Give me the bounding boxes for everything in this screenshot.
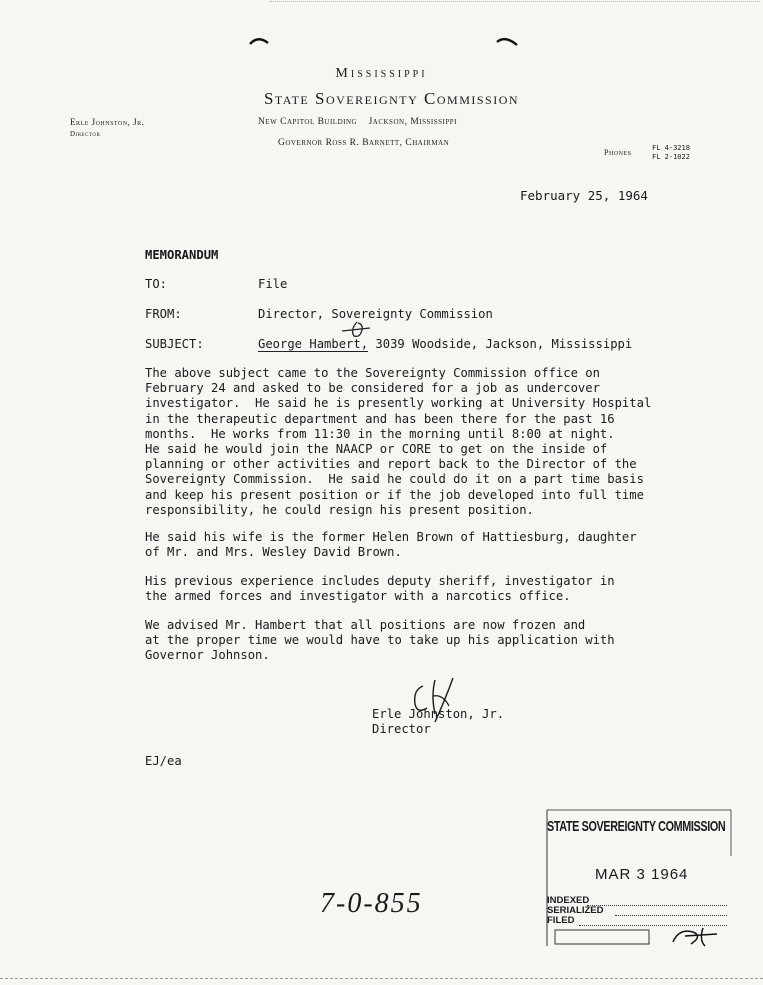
body-paragraph-2: He said his wife is the former Helen Brown of Hattiesburg, daughter of Mr. and Mrs. Wesley David Brown.	[145, 530, 637, 560]
letterhead-state: Mississippi	[335, 66, 428, 81]
to-value: File	[258, 277, 288, 291]
subject-name: George Hambert,	[258, 337, 369, 351]
stamp-row-indexed: INDEXED	[547, 895, 590, 906]
stamp-row-serialized: SERIALIZED	[547, 905, 604, 916]
received-stamp	[545, 808, 733, 948]
signature-title: Director	[372, 722, 431, 736]
phone-number: FL 4-3218	[652, 144, 690, 152]
from-label: FROM:	[145, 307, 182, 321]
body-paragraph-3: His previous experience includes deputy sheriff, investigator in the armed forces and investigator with a narcotics office.	[145, 574, 615, 604]
from-value: Director, Sovereignty Commission	[258, 307, 493, 321]
typist-initials: EJ/ea	[145, 754, 182, 768]
memo-heading: MEMORANDUM	[145, 248, 219, 262]
letterhead-governor: Governor Ross R. Barnett, Chairman	[278, 138, 450, 148]
body-paragraph-4: We advised Mr. Hambert that all positions are now frozen and at the proper time we would have to take up his application with Governor Johnson.	[145, 618, 615, 663]
top-edge-line	[270, 1, 760, 2]
stamp-dotted-line	[615, 915, 727, 916]
body-paragraph-1: The above subject came to the Sovereignty Commission office on February 24 and asked to be considered for a job as undercover investigator. He said he is presently working at University Hospital in the therapeutic department and has been there for the past 16 months. He works from 11:30 in the morning until 8:00 at night. He said he would join the NAACP or CORE to get on the inside of planning or other activities and report back to the Director of the Sovereignty Commission. He said he could do it on a part time basis and keep his present position or if the job developed into full time responsibility, he could resign his present position.	[145, 366, 652, 517]
phone-number: FL 2-1022	[652, 152, 690, 161]
stamp-rows	[547, 896, 603, 926]
punch-mark-left	[249, 36, 267, 44]
stamp-initial-scribble	[553, 926, 731, 948]
handwritten-file-number: 7-0-855	[320, 888, 423, 919]
subject-label: SUBJECT:	[145, 337, 204, 351]
bottom-edge-line	[0, 978, 763, 979]
letterhead-commission: State Sovereignty Commission	[263, 89, 520, 108]
letterhead-director-title: Director	[70, 130, 101, 138]
letterhead-phones-label: Phones	[604, 148, 632, 157]
stamp-dotted-line	[587, 905, 727, 906]
letterhead-address: New Capitol Building Jackson, Mississippi	[258, 117, 457, 127]
memo-date: February 25, 1964	[520, 188, 648, 203]
punch-mark-right	[496, 36, 514, 44]
subject-address: 3039 Woodside, Jackson, Mississippi	[368, 337, 633, 351]
signature-name: Erle Johnston, Jr.	[372, 707, 505, 721]
letterhead-director-name: Erle Johnston, Jr.	[70, 117, 145, 127]
stamp-heading: STATE SOVEREIGNTY COMMISSION	[547, 818, 726, 835]
subject-value	[258, 337, 632, 352]
stamp-date: MAR 3 1964	[595, 866, 689, 883]
stamp-row-filed: FILED	[547, 915, 575, 926]
to-label: TO:	[145, 277, 168, 291]
letterhead-phones	[652, 144, 690, 161]
